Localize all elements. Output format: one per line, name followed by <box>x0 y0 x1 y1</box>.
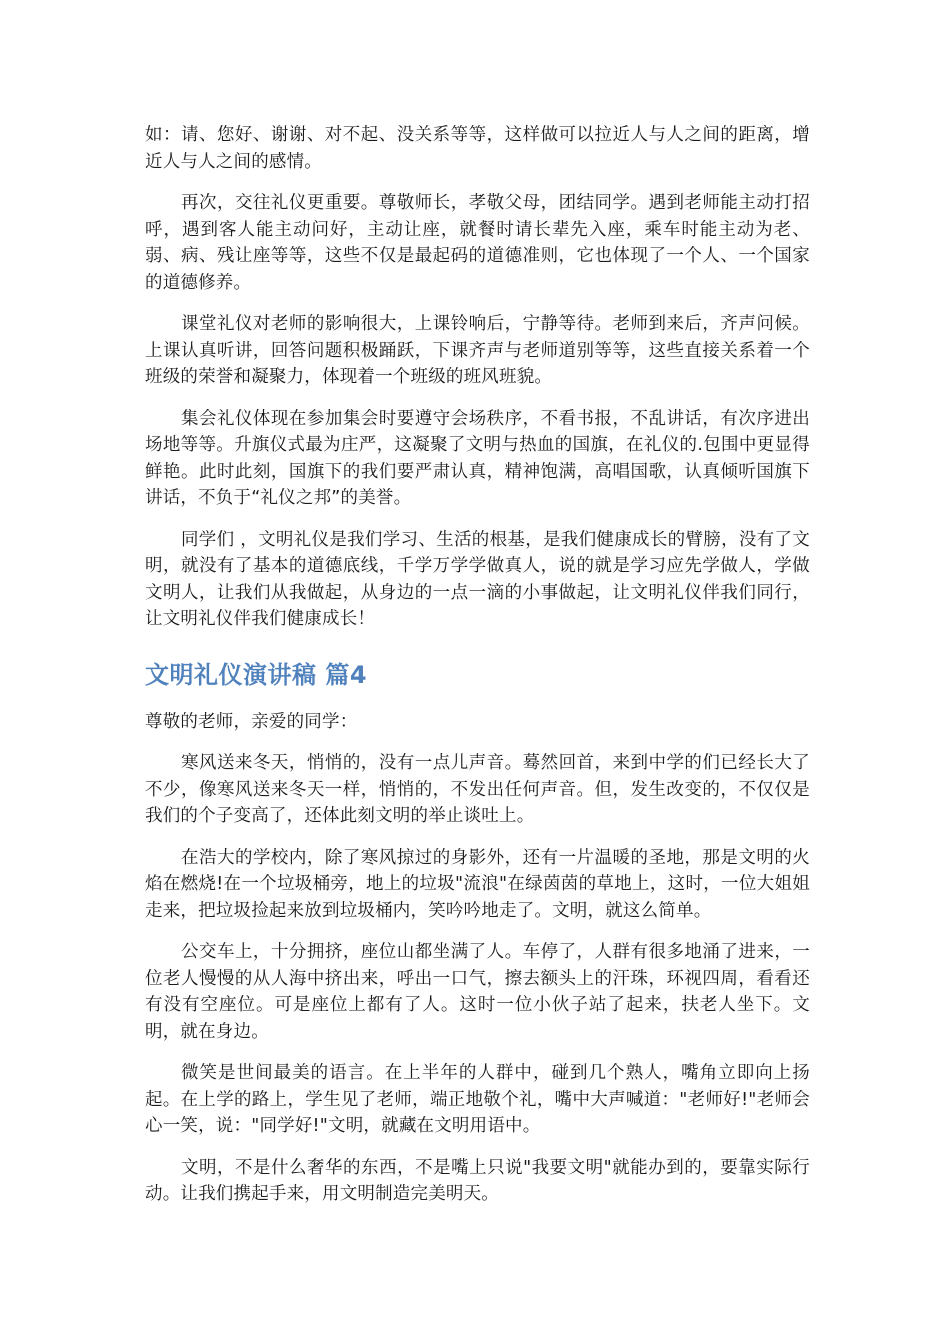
section-heading: 文明礼仪演讲稿 篇4 <box>145 660 368 689</box>
paragraph: 集会礼仪体现在参加集会时要遵守会场秩序，不看书报，不乱讲话，有次序进出场地等等。升旗仪式最为庄严，这凝聚了文明与热血的国旗，在礼仪的.包围中更显得鲜艳。此时此刻，国旗下的我们要严肃认真，精神饱满，高唱国歌，认真倾听国旗下讲话，不负于“礼仪之邦”的美誉。 <box>145 408 810 508</box>
paragraph: 如：请、您好、谢谢、对不起、没关系等等，这样做可以拉近人与人之间的距离，增近人与人之间的感情。 <box>145 125 810 172</box>
paragraph: 文明，不是什么奢华的东西，不是嘴上只说"我要文明"就能办到的，要靠实际行动。让我们携起手来，用文明制造完美明天。 <box>145 1157 810 1204</box>
document-page <box>145 122 810 1208</box>
paragraph: 在浩大的学校内，除了寒风掠过的身影外，还有一片温暖的圣地，那是文明的火焰在燃烧!在一个垃圾桶旁，地上的垃圾"流浪"在绿茵茵的草地上，这时，一位大姐姐走来，把垃圾捡起来放到垃圾桶内，笑吟吟地走了。文明，就这么简单。 <box>145 847 810 921</box>
greeting: 尊敬的老师，亲爱的同学： <box>145 711 358 732</box>
paragraph: 寒风送来冬天，悄悄的，没有一点儿声音。蓦然回首，来到中学的们已经长大了不少，像寒风送来冬天一样，悄悄的，不发出任何声音。但，发生改变的，不仅仅是我们的个子变高了，还体此刻文明的举止谈吐上。 <box>145 753 810 826</box>
paragraph: 再次，交往礼仪更重要。尊敬师长，孝敬父母，团结同学。遇到老师能主动打招呼，遇到客人能主动问好，主动让座，就餐时请长辈先入座，乘车时能主动为老、弱、病、残让座等等，这些不仅是最起码的道德准则，它也体现了一个人、一个国家的道德修养。 <box>145 193 810 293</box>
paragraph: 公交车上，十分拥挤，座位山都坐满了人。车停了，人群有很多地涌了进来，一位老人慢慢的从人海中挤出来，呼出一口气，擦去额头上的汗珠，环视四周，看看还有没有空座位。可是座位上都有了人。这时一位小伙子站了起来，扶老人坐下。文明，就在身边。 <box>145 942 810 1042</box>
paragraph: 同学们 ，文明礼仪是我们学习、生活的根基，是我们健康成长的臂膀，没有了文明，就没有了基本的道德底线，千学万学学做真人，说的就是学习应先学做人，学做文明人，让我们从我做起，从身边的一点一滴的小事做起，让文明礼仪伴我们同行，让文明礼仪伴我们健康成长！ <box>145 529 810 629</box>
paragraph: 微笑是世间最美的语言。在上半年的人群中，碰到几个熟人，嘴角立即向上扬起。在上学的路上，学生见了老师，端正地敬个礼，嘴中大声喊道："老师好!"老师会心一笑，说："同学好!"文明，就藏在文明用语中。 <box>145 1063 810 1136</box>
paragraph: 课堂礼仪对老师的影响很大，上课铃响后，宁静等待。老师到来后，齐声问候。上课认真听讲，回答问题积极踊跃，下课齐声与老师道别等等，这些直接关系着一个班级的荣誉和凝聚力，体现着一个班级的班风班貌。 <box>145 314 810 387</box>
